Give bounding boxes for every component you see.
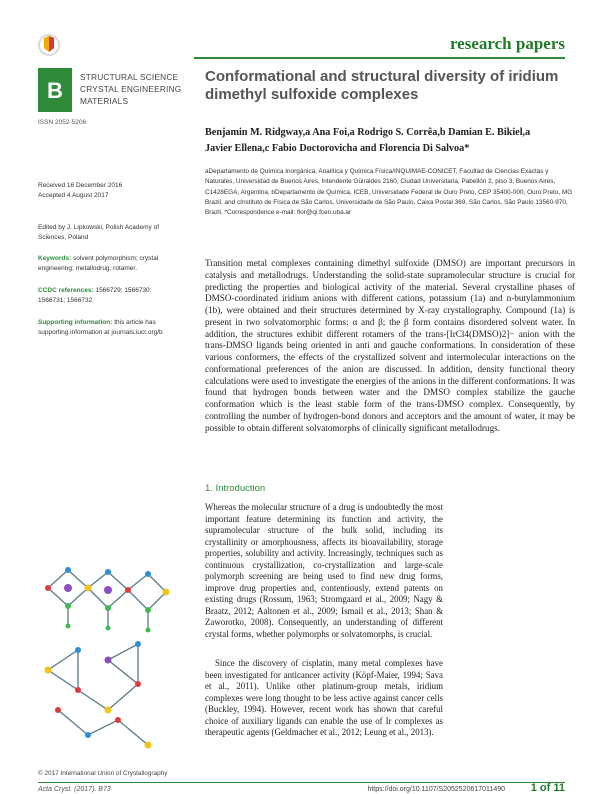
- journal-logo-letter: B: [47, 78, 63, 103]
- ccdc-text: 1566729; 1566730; 1566731; 1566732: [38, 287, 152, 304]
- page-number: 1 of 11: [530, 782, 565, 794]
- ccdc-references: [38, 286, 173, 305]
- journal-name-line1: STRUCTURAL SCIENCE: [80, 72, 179, 82]
- intro-paragraph-2: Since the discovery of cisplatin, many metal complexes have been investigated for anticancer activity (Köpf-Maier, 1994; Sava et al., 2011). Unlike other platinum-group metals, iridium complexes were long thought to be less active against cancer cells (Buckley, 1994). However, recent work has shown that careful choice of auxiliary ligands can enable the use of Ir complexes as therapeutic agents (Geldmacher et al., 2012; Leung et al., 2013).: [205, 658, 443, 738]
- header-divider: [194, 57, 565, 59]
- supporting-information: [38, 318, 173, 337]
- author-list: [205, 125, 575, 157]
- crossmark-icon[interactable]: [38, 34, 60, 58]
- graphical-abstract-image: [38, 560, 174, 760]
- abstract: Transition metal complexes containing dimethyl sulfoxide (DMSO) are important precursors in catalysis and metallodrugs. Understanding the solid-state supramolecular structure is crucial for predicting the properties and biological activity of the material. Several crystalline phases of DMSO-coordinated iridium anions with different cations, potassium (1a) and n-butylammonium (1b), were obtained and their structures determined by X-ray crystallography. Compound (1a) is present in two solvatomorphic forms: α and β; the β form contains disordered solvent water. In addition, the structures exhibit different rotamers of the trans-[IrCl4(DMSO)2]− anion with the trans-DMSO ligands being oriented in anti and gauche conformations. In consideration of these various conformers, the effects of the crystallized solvent and intermolecular interactions on the conformational preferences of the anion are discussed. In addition, density functional theory calculations were used to investigate the energies of the anions in the different conformations. It was found that hydrogen bonds between water and the DMSO complex stabilize the gauche conformation which is the least stable form of the trans-DMSO complex. Consequently, by controlling the number of hydrogen-bond donors and acceptors and the amount of water, it may be possible to obtain different solvatomorphs of clinically significant metallodrugs.: [205, 258, 575, 433]
- footer-doi-link[interactable]: https://doi.org/10.1107/S2052520617011490: [367, 786, 505, 793]
- paper-title: Conformational and structural diversity of iridium dimethyl sulfoxide complexes: [205, 68, 559, 103]
- supp-link[interactable]: this article has supporting information at journals.iucr.org/b: [38, 319, 163, 336]
- editor-note: Edited by J. Lipkowski, Polish Academy of Sciences, Poland: [38, 224, 160, 241]
- author-line-1: Benjamin M. Ridgway,a Ana Foi,a Rodrigo S. Corrêa,b Damian E. Bikiel,a: [205, 127, 531, 138]
- author-line-2: Javier Ellena,c Fabio Doctorovicha and Florencia Di Salvoa*: [205, 143, 470, 154]
- keywords-label: Keywords:: [38, 255, 72, 262]
- intro-paragraph-1: Whereas the molecular structure of a drug is undoubtedly the most important feature determining its function and activity, the supramolecular structure of the bulk solid, including its crystallinity or amorphousness, affects its bioavailability, storage properties, solubility and activity. Increasingly, techniques such as continuous crystallization, co-crystallization and large-scale polymorph screening are being used to find new drug forms, improve drug properties and, contentiously, extend patents on existing drugs (Rossum, 1963; Stromgaard et al., 2009; Nagy & Braatz, 2012; Aaltonen et al., 2009; Ismail et al., 2013; Shan & Zaworotko, 2008). Consequently, an understanding of different crystal forms, whether polymorphs or solvatomorphs, is crucial.: [205, 502, 443, 640]
- accepted-date: Accepted 4 August 2017: [38, 192, 109, 199]
- section-heading: 1. Introduction: [205, 483, 266, 494]
- footer-divider: [38, 782, 565, 783]
- keywords-text: solvent polymorphism; crystal engineering; metallodrug; rotamer.: [38, 255, 159, 272]
- issn: ISSN 2052-5206: [38, 119, 87, 126]
- section-header: research papers: [449, 34, 565, 53]
- received-date: Received 16 December 2016: [38, 182, 123, 189]
- journal-name-line3: MATERIALS: [80, 96, 129, 106]
- keywords: [38, 254, 173, 273]
- supp-label: Supporting information:: [38, 319, 113, 326]
- copyright-notice: © 2017 International Union of Crystallography: [38, 770, 168, 777]
- ccdc-label: CCDC references:: [38, 287, 94, 294]
- footer-journal-ref: Acta Cryst. (2017). B73: [38, 786, 111, 793]
- affiliations: aDepartamento de Química Inorgánica, Analítica y Química Física/INQUIMAE-CONICET, Facultad de Ciencias Exactas y Naturales, Universidad de Buenos Aires, Intendente Güiraldes 2160, Ciudad Universitaria, Pabellón 2, piso 3, Buenos Aires, C1428EGA, Argentina, bDepartamento de Química, ICEB, Universidade Federal de Ouro Preto, CEP 35400-000, Ouro Preto, MG Brazil, and cInstituto de Física de São Carlos, Universidade de São Paulo, Caixa Postal 369, São Carlos, São Paulo 13560-970, Brazil. *Correspondence e-mail: flor@qi.fcen.uba.ar: [205, 168, 573, 217]
- journal-name-line2: CRYSTAL ENGINEERING: [80, 84, 182, 94]
